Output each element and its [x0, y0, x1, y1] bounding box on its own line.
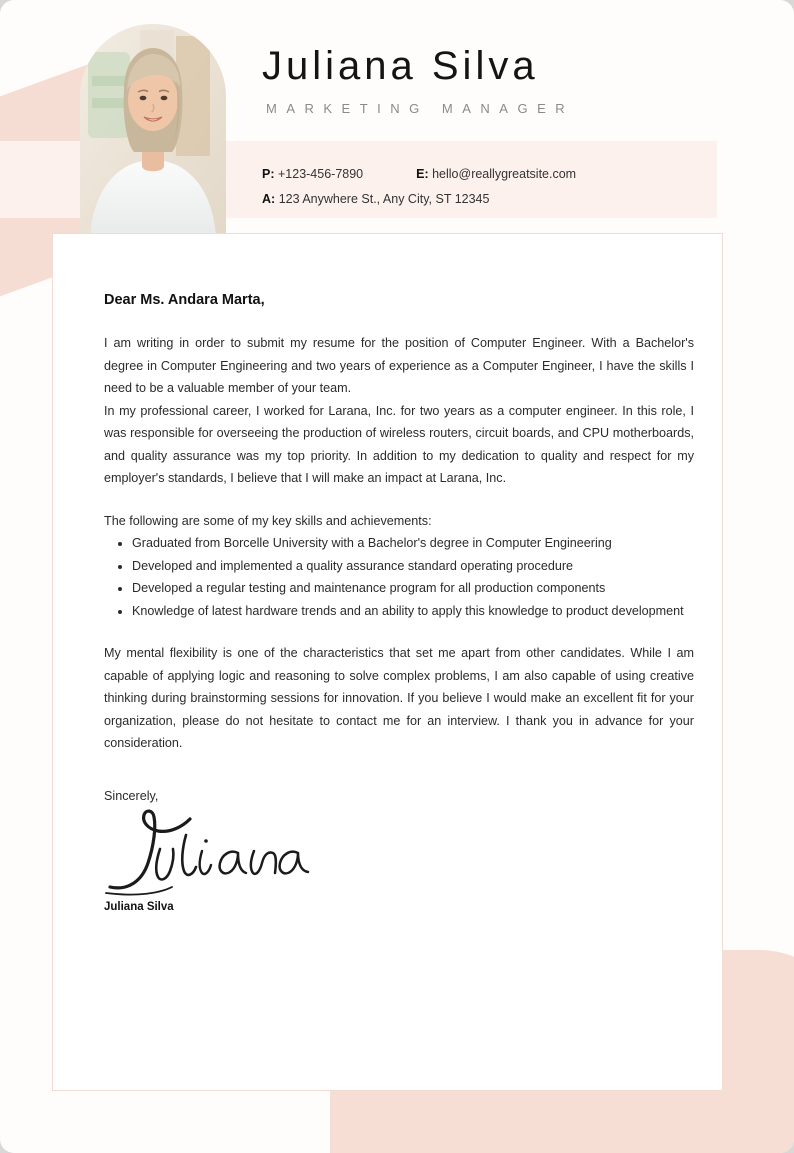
- phone-label: P:: [262, 167, 275, 181]
- list-item: • Developed and implemented a quality assurance standard operating procedure: [132, 555, 694, 578]
- email-label: E:: [416, 167, 429, 181]
- letter-card: [52, 233, 723, 1091]
- phone-value[interactable]: +123-456-7890: [277, 167, 364, 181]
- paragraph-2: In my professional career, I worked for Larana, Inc. for two years as a computer engineer. In this role, I was responsible for overseeing the production of wireless routers, circuit boards, and CPU motherboards, and quality assurance was my top priority. In addition to my dedication to quality and respect for my employer's standards, I believe that I will make an impact at Larana, Inc.: [104, 403, 694, 485]
- address-label: A:: [262, 192, 276, 206]
- email-value[interactable]: hello@reallygreatsite.com: [432, 167, 577, 181]
- portrait-illustration: [80, 24, 226, 237]
- paragraph-3: My mental flexibility is one of the characteristics that set me apart from other candidates. While I am capable of applying logic and reasoning to solve complex problems, I am also capable of using creative thinking during brainstorming sessions for innovation. If you believe I would make an excellent fit for your organization, please do not hesitate to contact me for an interview. I thank you in advance for your consideration.: [104, 646, 694, 750]
- signature-name: Juliana Silva: [104, 900, 174, 913]
- skills-list: [104, 532, 694, 622]
- list-item: • Knowledge of latest hardware trends and an ability to apply this knowledge to product development: [132, 600, 694, 623]
- signature-image: [104, 805, 694, 901]
- spacer: [104, 755, 694, 789]
- contact-line-phone-email: [262, 167, 576, 181]
- spacer: [104, 490, 694, 510]
- list-item: • Graduated from Borcelle University with a Bachelor's degree in Computer Engineering: [132, 532, 694, 555]
- spacer: [104, 622, 694, 642]
- handwritten-signature-icon: [98, 805, 338, 901]
- salutation: Dear Ms. Andara Marta,: [104, 292, 265, 308]
- page-title: Juliana Silva: [262, 44, 539, 88]
- address-value: 123 Anywhere St., Any City, ST 12345: [278, 192, 490, 206]
- paragraph-1: I am writing in order to submit my resume for the position of Computer Engineer. With a Bachelor's degree in Computer Engineering and two years of experience as a Computer Engineer, I have the skills I need to be a valuable member of your team.: [104, 336, 694, 395]
- job-title: MARKETING MANAGER: [266, 101, 575, 116]
- letter-body: [104, 292, 694, 913]
- list-item: • Developed a regular testing and maintenance program for all production components: [132, 577, 694, 600]
- skills-intro: The following are some of my key skills and achievements:: [104, 513, 432, 528]
- profile-photo: [80, 24, 226, 237]
- contact-line-address: [262, 192, 489, 206]
- closing-line: Sincerely,: [104, 788, 159, 803]
